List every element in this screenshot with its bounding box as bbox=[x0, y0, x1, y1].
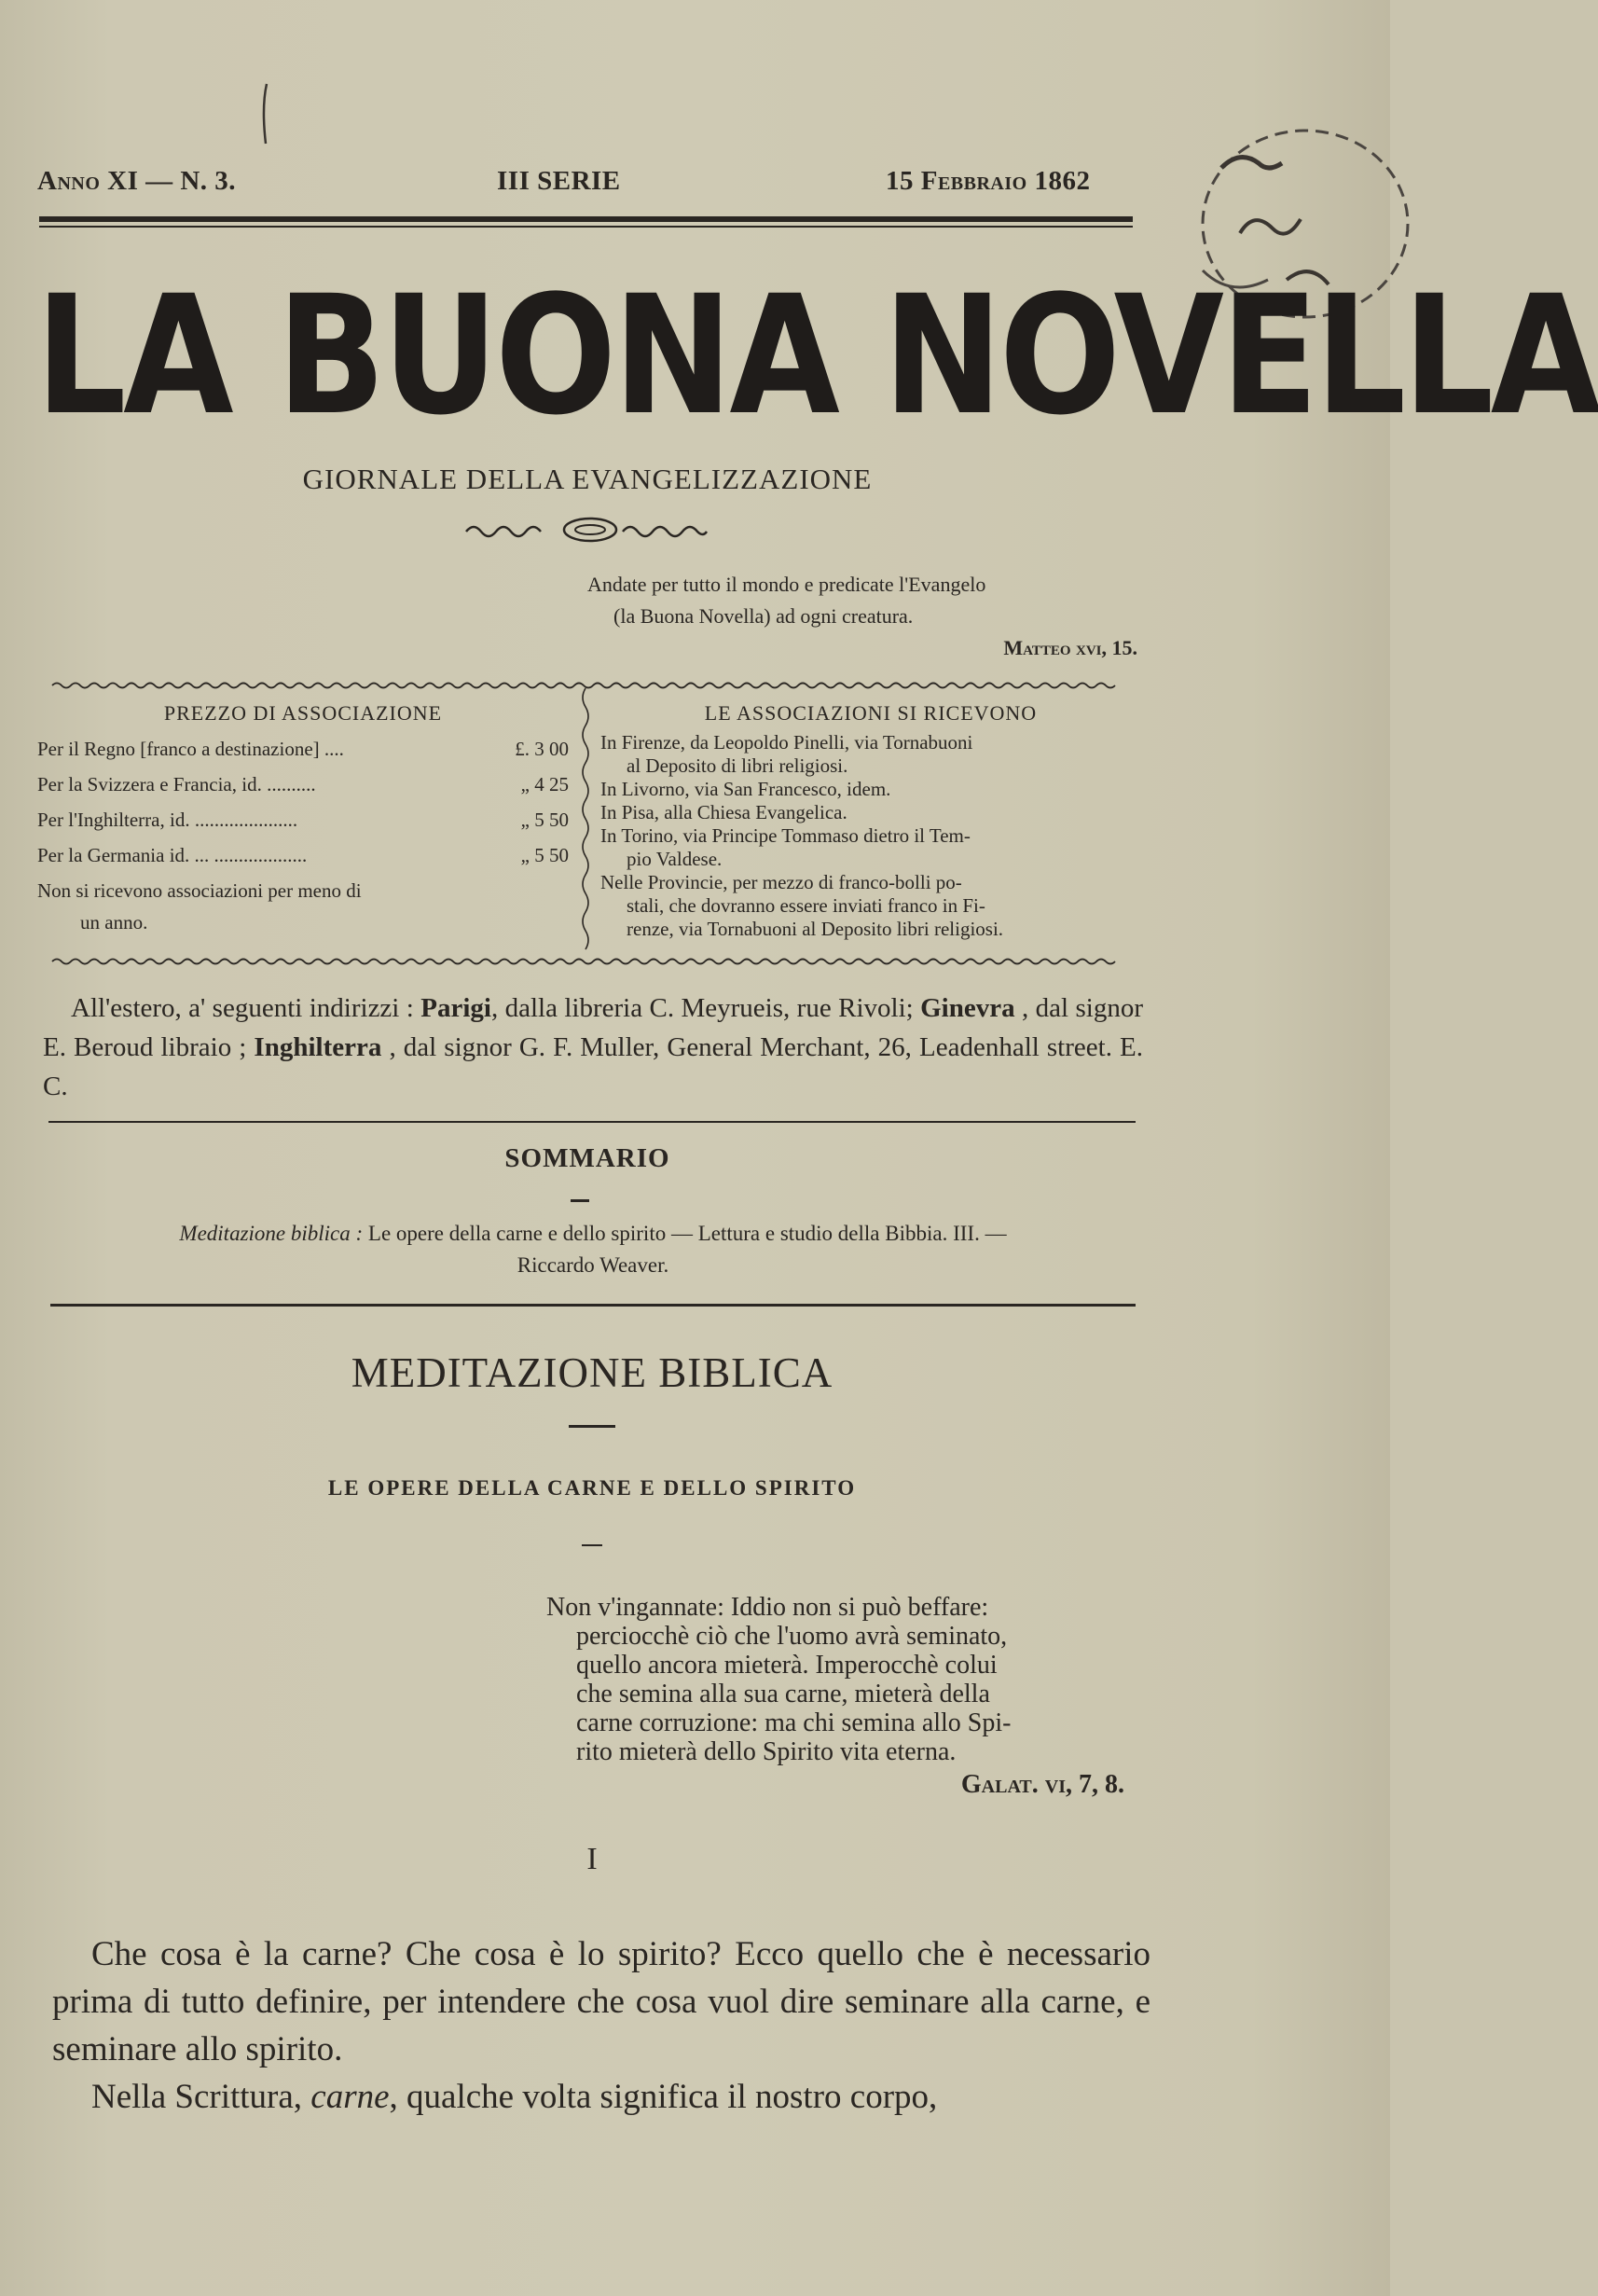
city-label: Parigi bbox=[420, 993, 491, 1023]
body-text-run: Nella Scrittura, bbox=[91, 2078, 311, 2116]
motto-line: (la Buona Novella) ad ogni creatura. bbox=[613, 604, 914, 628]
motto-block bbox=[587, 569, 1137, 664]
price-row bbox=[37, 731, 569, 767]
summary-text bbox=[43, 1218, 1143, 1281]
motto-reference: Matteo xvi, 15. bbox=[1003, 636, 1137, 659]
price-label: Per la Svizzera e Francia, id. .......... bbox=[37, 773, 316, 795]
subscription-line: renze, via Tornabuoni al Deposito libri religiosi. bbox=[627, 918, 1004, 940]
address-text: , dal signor G. F. Muller, General Merchant, 26, Leadenhall street. E. C. bbox=[43, 1032, 1143, 1101]
body-paragraph bbox=[52, 2073, 1150, 2121]
price-label: Per la Germania id. ... ................... bbox=[37, 844, 308, 866]
short-dash bbox=[571, 1199, 589, 1202]
city-label: Inghilterra bbox=[254, 1032, 382, 1062]
masthead-title: LA BUONA NOVELLA bbox=[35, 260, 1598, 451]
section-number: I bbox=[586, 1842, 598, 1876]
issue-date: 15 Febbraio 1862 bbox=[886, 166, 1091, 196]
price-column bbox=[37, 696, 569, 936]
price-value: £. 3 00 bbox=[515, 738, 569, 760]
price-row bbox=[37, 837, 569, 873]
pencil-mark bbox=[259, 82, 272, 147]
article-body bbox=[52, 1930, 1150, 2121]
section-rule bbox=[48, 1121, 1136, 1123]
subscription-line: Nelle Provincie, per mezzo di franco-bolli po- bbox=[600, 871, 962, 893]
price-label: Per l'Inghilterra, id. ..................... bbox=[37, 809, 298, 831]
verse-line: che semina alla sua carne, mieterà della bbox=[576, 1680, 990, 1708]
subscription-line: al Deposito di libri religiosi. bbox=[627, 754, 848, 777]
short-dash bbox=[582, 1544, 602, 1546]
body-text-run: , qualche volta significa il nostro corpo, bbox=[389, 2078, 938, 2116]
wavy-rule bbox=[52, 957, 1134, 966]
masthead-subtitle: GIORNALE DELLA EVANGELIZZAZIONE bbox=[302, 463, 873, 495]
article-heading: MEDITAZIONE BIBLICA bbox=[351, 1349, 833, 1396]
section-rule bbox=[50, 1304, 1136, 1307]
city-label: Ginevra bbox=[920, 993, 1015, 1023]
short-dash bbox=[569, 1425, 615, 1428]
issue-number: Anno XI — N. 3. bbox=[37, 166, 237, 196]
body-text-italic: carne bbox=[310, 2078, 390, 2116]
price-row bbox=[37, 767, 569, 802]
verse-line: carne corruzione: ma chi semina allo Spi- bbox=[576, 1708, 1012, 1737]
abroad-intro: All'estero, a' seguenti indirizzi : bbox=[71, 993, 421, 1023]
header-rule-thick bbox=[39, 216, 1133, 222]
motto-line: Andate per tutto il mondo e predicate l'Evangelo bbox=[587, 573, 986, 596]
price-value: „ 4 25 bbox=[520, 773, 569, 795]
summary-line: Le opere della carne e dello spirito — Lettura e studio della Bibbia. III. — bbox=[363, 1222, 1007, 1245]
price-heading: PREZZO DI ASSOCIAZIONE bbox=[163, 701, 443, 725]
subscriptions-heading: LE ASSOCIAZIONI SI RICEVONO bbox=[704, 701, 1038, 725]
summary-line: Riccardo Weaver. bbox=[517, 1253, 669, 1277]
price-value: „ 5 50 bbox=[520, 809, 569, 831]
price-value: „ 5 50 bbox=[520, 844, 569, 866]
verse-quote bbox=[546, 1593, 1124, 1799]
verse-reference: Galat. vi, 7, 8. bbox=[960, 1770, 1124, 1799]
ornament-flourish-icon bbox=[464, 511, 716, 548]
verse-line: quello ancora mieterà. Imperocchè colui bbox=[576, 1651, 998, 1680]
subscription-line: pio Valdese. bbox=[627, 848, 723, 870]
header-rule-thin bbox=[39, 226, 1133, 228]
price-row bbox=[37, 802, 569, 837]
subscriptions-column bbox=[600, 696, 1141, 941]
subscription-line: In Pisa, alla Chiesa Evangelica. bbox=[600, 801, 847, 823]
body-paragraph: Che cosa è la carne? Che cosa è lo spirito? Ecco quello che è necessario prima di tutto definire, per intendere che cosa vuol dire seminare alla carne, e seminare allo spirito. bbox=[52, 1935, 1150, 2068]
address-text: , dal signor E. Beroud libraio ; bbox=[43, 993, 1143, 1062]
verse-line: perciocchè ciò che l'uomo avrà seminato, bbox=[576, 1622, 1008, 1651]
sommario-heading: SOMMARIO bbox=[504, 1143, 670, 1173]
subscription-line: In Torino, via Principe Tommaso dietro il Tem- bbox=[600, 824, 971, 847]
article-subheading: LE OPERE DELLA CARNE E DELLO SPIRITO bbox=[327, 1476, 857, 1500]
price-note: Non si ricevono associazioni per meno di bbox=[37, 879, 362, 902]
verse-line: Non v'ingannate: Iddio non si può beffare: bbox=[546, 1593, 989, 1622]
subscription-line: stali, che dovranno essere inviati franco in Fi- bbox=[627, 894, 985, 917]
abroad-addresses bbox=[43, 989, 1143, 1106]
price-label: Per il Regno [franco a destinazione] .... bbox=[37, 738, 344, 760]
subscription-line: In Livorno, via San Francesco, idem. bbox=[600, 778, 891, 800]
price-note: un anno. bbox=[80, 911, 148, 934]
subscription-line: In Firenze, da Leopoldo Pinelli, via Tornabuoni bbox=[600, 731, 973, 754]
series-label: III SERIE bbox=[497, 166, 621, 196]
address-text: , dalla libreria C. Meyrueis, rue Rivoli; bbox=[490, 993, 921, 1023]
verse-line: rito mieterà dello Spirito vita eterna. bbox=[576, 1737, 957, 1766]
summary-label: Meditazione biblica : bbox=[179, 1222, 364, 1245]
brace-separator bbox=[576, 688, 595, 949]
